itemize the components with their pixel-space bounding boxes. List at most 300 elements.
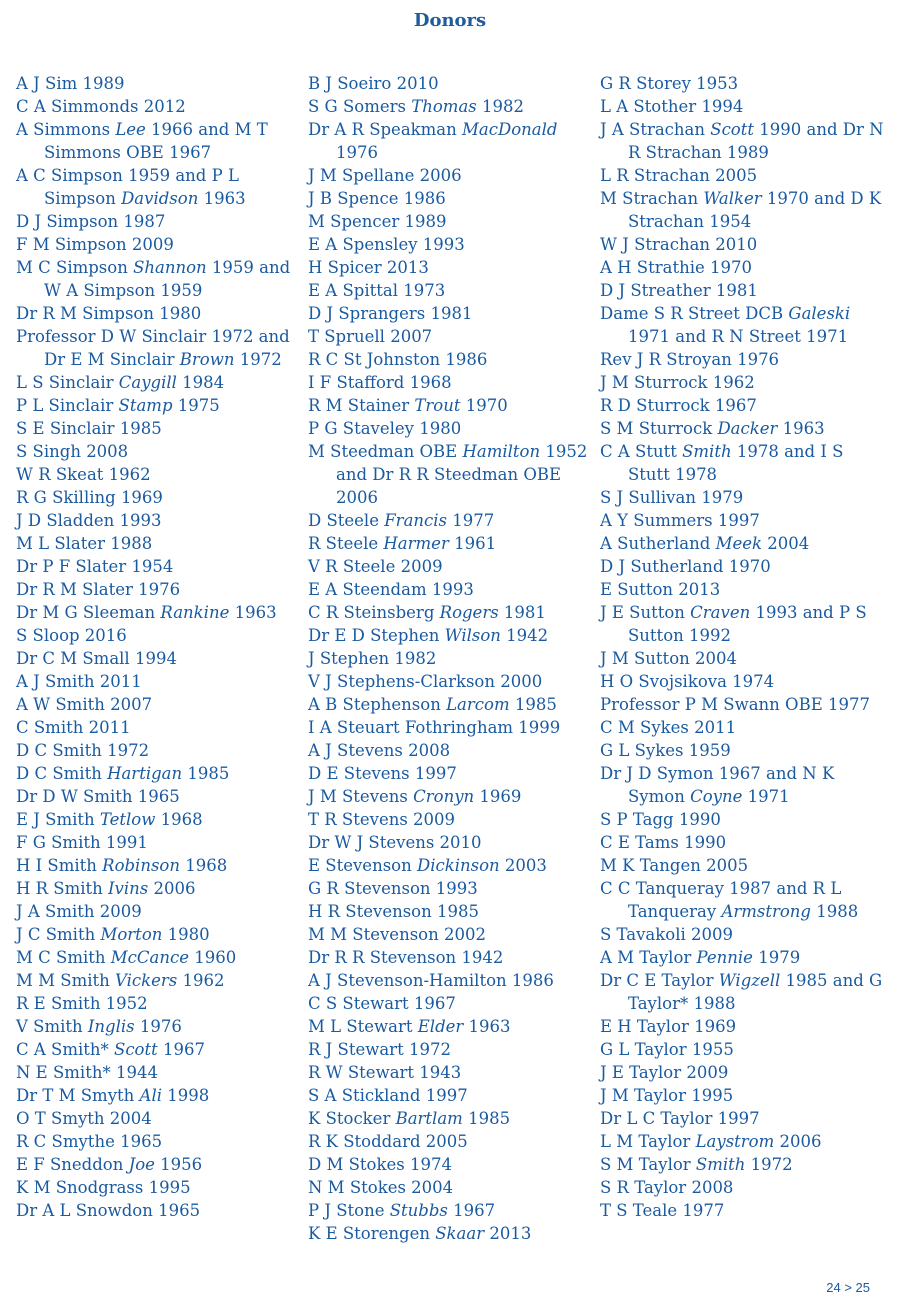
donor-entry: [308, 1015, 600, 1038]
donor-entry: [16, 1038, 308, 1061]
donor-entry: [600, 647, 885, 670]
donor-entry: [308, 900, 600, 923]
donor-entry: [16, 923, 308, 946]
donor-text: R C St Johnston 1986: [308, 350, 488, 369]
donor-entry: [600, 302, 885, 348]
donor-entry: [308, 532, 600, 555]
donor-entry: [308, 601, 600, 624]
donor-entry: [600, 693, 885, 716]
donor-entry: [16, 256, 308, 302]
donor-entry: [600, 233, 885, 256]
donor-maiden-name: Dacker: [717, 419, 778, 438]
donor-text: R G Skilling 1969: [16, 488, 163, 507]
donor-entry: [16, 601, 308, 624]
donor-entry: [16, 1176, 308, 1199]
donor-maiden-name: Tetlow: [99, 810, 156, 829]
donor-text: A W Smith 2007: [16, 695, 153, 714]
donor-text: Professor D W Sinclair 1972 and Dr E M Sinclair: [16, 327, 290, 369]
donor-entry: [600, 394, 885, 417]
donor-text: 1959 and W A Simpson 1959: [44, 258, 291, 300]
donor-entry: [16, 969, 308, 992]
donor-text: 1942: [500, 626, 549, 645]
donor-text: R M Stainer: [308, 396, 415, 415]
donor-entry: [308, 325, 600, 348]
donor-entry: [16, 417, 308, 440]
donor-entry: [16, 1061, 308, 1084]
donor-text: D M Stokes 1974: [308, 1155, 452, 1174]
donor-entry: [16, 831, 308, 854]
donor-text: 1984: [176, 373, 225, 392]
donor-text: S A Stickland 1997: [308, 1086, 468, 1105]
donor-text: Dr A L Snowdon 1965: [16, 1201, 201, 1220]
donor-maiden-name: Pennie: [696, 948, 753, 967]
donor-text: A H Strathie 1970: [600, 258, 752, 277]
donor-entry: [308, 785, 600, 808]
donor-text: C R Steinsberg: [308, 603, 440, 622]
donor-text: 1977: [447, 511, 495, 530]
donor-entry: [16, 624, 308, 647]
donor-text: Dr T M Smyth: [16, 1086, 140, 1105]
donor-text: T S Teale 1977: [600, 1201, 725, 1220]
donor-text: 1963: [229, 603, 277, 622]
donor-text: Rev J R Stroyan 1976: [600, 350, 780, 369]
donor-text: E Stevenson: [308, 856, 417, 875]
donor-maiden-name: Caygill: [118, 373, 177, 392]
donor-maiden-name: Smith: [682, 442, 732, 461]
donor-entry: [16, 785, 308, 808]
donor-text: M L Stewart: [308, 1017, 418, 1036]
donor-text: M Spencer 1989: [308, 212, 447, 231]
donor-entry: [600, 1130, 885, 1153]
donor-maiden-name: McCance: [110, 948, 189, 967]
donor-entry: [16, 877, 308, 900]
donor-maiden-name: Galeski: [788, 304, 851, 323]
donor-text: 1976: [134, 1017, 182, 1036]
donor-entry: [600, 1061, 885, 1084]
donor-entry: [600, 1176, 885, 1199]
donor-entry: [600, 440, 885, 486]
donor-entry: [600, 532, 885, 555]
donor-text: G L Sykes 1959: [600, 741, 731, 760]
donor-text: A B Stephenson: [308, 695, 447, 714]
donor-entry: [16, 325, 308, 371]
donor-entry: [16, 371, 308, 394]
donor-text: 1963: [463, 1017, 511, 1036]
donor-entry: [16, 992, 308, 1015]
donor-text: J A Strachan: [600, 120, 711, 139]
donor-entry: [308, 992, 600, 1015]
donor-entry: [16, 762, 308, 785]
donor-text: F G Smith 1991: [16, 833, 148, 852]
donor-text: Dr W J Stevens 2010: [308, 833, 482, 852]
donor-text: I F Stafford 1968: [308, 373, 452, 392]
donor-entry: [600, 486, 885, 509]
donor-text: S M Taylor: [600, 1155, 696, 1174]
donor-entry: [600, 256, 885, 279]
donor-text: S R Taylor 2008: [600, 1178, 734, 1197]
donor-text: S P Tagg 1990: [600, 810, 721, 829]
donor-maiden-name: Wigzell: [718, 971, 781, 990]
donor-entry: [308, 946, 600, 969]
donor-entry: [16, 233, 308, 256]
donor-text: Dame S R Street DCB: [600, 304, 789, 323]
donor-maiden-name: Rogers: [439, 603, 499, 622]
donor-text: J M Sturrock 1962: [600, 373, 755, 392]
donor-entry: [600, 1084, 885, 1107]
donor-text: S J Sullivan 1979: [600, 488, 744, 507]
donor-text: Dr E D Stephen: [308, 626, 445, 645]
donor-entry: [16, 1199, 308, 1222]
donor-text: A J Stevens 2008: [308, 741, 451, 760]
donor-text: J A Smith 2009: [16, 902, 142, 921]
donor-text: 1985: [182, 764, 230, 783]
donor-maiden-name: Craven: [690, 603, 751, 622]
donor-entry: [16, 555, 308, 578]
donor-entry: [16, 854, 308, 877]
donor-maiden-name: Scott: [114, 1040, 158, 1059]
donor-text: 1966 and M T Simmons OBE 1967: [44, 120, 268, 162]
donor-maiden-name: Rankine: [160, 603, 230, 622]
donor-text: O T Smyth 2004: [16, 1109, 152, 1128]
donor-entry: [600, 601, 885, 647]
donor-entry: [308, 808, 600, 831]
donor-text: 1969: [474, 787, 522, 806]
donor-text: N E Smith* 1944: [16, 1063, 158, 1082]
donor-text: D J Simpson 1987: [16, 212, 166, 231]
donor-maiden-name: Ali: [139, 1086, 163, 1105]
donor-text: 1952 and Dr R R Steedman OBE 2006: [336, 442, 588, 507]
donor-entry: [16, 1084, 308, 1107]
donor-text: M Strachan: [600, 189, 704, 208]
donor-maiden-name: Vickers: [115, 971, 178, 990]
donor-entry: [308, 739, 600, 762]
donor-text: D Steele: [308, 511, 385, 530]
donor-text: T Spruell 2007: [308, 327, 433, 346]
donor-entry: [308, 371, 600, 394]
donor-entry: [308, 1199, 600, 1222]
donor-entry: [308, 279, 600, 302]
donor-entry: [16, 72, 308, 95]
donor-text: M M Stevenson 2002: [308, 925, 486, 944]
donor-text: Dr R R Stevenson 1942: [308, 948, 504, 967]
donor-entry: [600, 164, 885, 187]
donor-text: G L Taylor 1955: [600, 1040, 734, 1059]
donor-maiden-name: Lee: [115, 120, 146, 139]
donor-text: W J Strachan 2010: [600, 235, 758, 254]
donor-entry: [600, 739, 885, 762]
donor-entry: [16, 164, 308, 210]
donor-entry: [308, 1222, 600, 1245]
donor-text: J M Taylor 1995: [600, 1086, 734, 1105]
donor-entry: [16, 739, 308, 762]
donor-text: C C Tanqueray 1987 and R L Tanqueray: [600, 879, 842, 921]
donor-text: 1971 and R N Street 1971: [628, 327, 849, 346]
donor-text: E A Spittal 1973: [308, 281, 446, 300]
donor-text: E Sutton 2013: [600, 580, 721, 599]
donor-entry: [308, 348, 600, 371]
donor-text: 1981: [498, 603, 546, 622]
donor-maiden-name: Hartigan: [107, 764, 183, 783]
donor-entry: [308, 1176, 600, 1199]
donor-text: Dr J D Symon 1967 and N K Symon: [600, 764, 835, 806]
donor-text: V R Steele 2009: [308, 557, 443, 576]
donor-text: C A Simmonds 2012: [16, 97, 186, 116]
donor-text: K M Snodgrass 1995: [16, 1178, 191, 1197]
donor-text: 2006: [148, 879, 196, 898]
donor-entry: [600, 808, 885, 831]
donor-text: G R Stevenson 1993: [308, 879, 478, 898]
donor-entry: [16, 118, 308, 164]
donor-entry: [16, 578, 308, 601]
donor-text: 1972: [234, 350, 282, 369]
donor-text: V J Stephens-Clarkson 2000: [308, 672, 543, 691]
donor-maiden-name: Joe: [128, 1155, 155, 1174]
donor-entry: [600, 831, 885, 854]
donor-entry: [600, 670, 885, 693]
donor-maiden-name: Brown: [179, 350, 235, 369]
donor-text: V Smith: [16, 1017, 88, 1036]
donor-maiden-name: Robinson: [102, 856, 180, 875]
donor-entry: [600, 118, 885, 164]
donor-entry: [600, 1038, 885, 1061]
donor-text: A M Taylor: [600, 948, 697, 967]
donor-text: 1985: [462, 1109, 511, 1128]
donor-text: 1963: [198, 189, 246, 208]
donor-text: 1998: [162, 1086, 210, 1105]
donor-text: K Stocker: [308, 1109, 396, 1128]
page-title: Donors: [413, 10, 487, 31]
donor-text: J D Sladden 1993: [16, 511, 162, 530]
donor-entry: [308, 877, 600, 900]
donor-entry: [600, 762, 885, 808]
donor-text: 1968: [155, 810, 203, 829]
donor-entry: [308, 1038, 600, 1061]
donor-text: B J Soeiro 2010: [308, 74, 439, 93]
donor-entry: [16, 440, 308, 463]
donor-text: J M Stevens: [308, 787, 414, 806]
donor-entry: [308, 256, 600, 279]
donor-text: C A Smith*: [16, 1040, 115, 1059]
donor-text: A J Stevenson-Hamilton 1986: [308, 971, 554, 990]
donor-entry: [308, 187, 600, 210]
donor-text: J E Sutton: [600, 603, 691, 622]
donor-text: Dr P F Slater 1954: [16, 557, 174, 576]
donor-text: E F Sneddon: [16, 1155, 129, 1174]
donor-columns: [16, 72, 884, 1245]
donor-entry: [16, 946, 308, 969]
donor-text: S Singh 2008: [16, 442, 129, 461]
donor-entry: [308, 670, 600, 693]
donor-text: 1960: [188, 948, 237, 967]
donor-text: 1980: [162, 925, 210, 944]
donor-maiden-name: Scott: [710, 120, 755, 139]
donor-entry: [600, 877, 885, 923]
donor-text: M C Smith: [16, 948, 111, 967]
donor-text: K E Storengen: [308, 1224, 436, 1243]
donor-entry: [16, 463, 308, 486]
donor-entry: [16, 647, 308, 670]
donor-entry: [600, 348, 885, 371]
donor-entry: [600, 72, 885, 95]
donor-entry: [308, 509, 600, 532]
donor-text: 1982: [476, 97, 525, 116]
donor-text: 1978 and I S Stutt 1978: [628, 442, 844, 484]
donor-text: C A Stutt: [600, 442, 683, 461]
donor-entry: [16, 210, 308, 233]
donor-maiden-name: Trout: [414, 396, 461, 415]
donor-maiden-name: Wilson: [444, 626, 501, 645]
donor-entry: [600, 716, 885, 739]
donor-text: G R Storey 1953: [600, 74, 739, 93]
donor-text: J E Taylor 2009: [600, 1063, 729, 1082]
donor-text: 1975: [172, 396, 220, 415]
donor-maiden-name: Bartlam: [395, 1109, 463, 1128]
donor-entry: [308, 440, 600, 509]
donor-entry: [600, 923, 885, 946]
donor-text: J C Smith: [16, 925, 101, 944]
donor-entry: [16, 1130, 308, 1153]
donor-column-3: [600, 72, 885, 1245]
donor-maiden-name: Hamilton: [462, 442, 541, 461]
donor-text: R E Smith 1952: [16, 994, 148, 1013]
donor-text: E A Spensley 1993: [308, 235, 465, 254]
donor-text: A Simmons: [16, 120, 116, 139]
donor-entry: [600, 1199, 885, 1222]
donor-text: P L Sinclair: [16, 396, 119, 415]
donor-text: H R Stevenson 1985: [308, 902, 479, 921]
donor-entry: [308, 1153, 600, 1176]
donor-entry: [308, 95, 600, 118]
donor-entry: [16, 670, 308, 693]
donor-maiden-name: Dickinson: [416, 856, 500, 875]
donor-maiden-name: Armstrong: [721, 902, 811, 921]
donor-entry: [308, 578, 600, 601]
donor-text: A J Smith 2011: [16, 672, 142, 691]
donor-text: 1968: [180, 856, 228, 875]
donor-entry: [308, 210, 600, 233]
donor-text: Dr C E Taylor: [600, 971, 719, 990]
donor-maiden-name: Walker: [703, 189, 762, 208]
donor-text: H I Smith: [16, 856, 103, 875]
donor-text: J M Spellane 2006: [308, 166, 462, 185]
donor-entry: [600, 417, 885, 440]
donor-text: 1985: [509, 695, 557, 714]
donor-text: Dr D W Smith 1965: [16, 787, 180, 806]
donor-maiden-name: Meek: [715, 534, 762, 553]
donor-text: A Y Summers 1997: [600, 511, 760, 530]
donor-text: 1971: [742, 787, 790, 806]
donor-entry: [308, 854, 600, 877]
donor-text: E A Steendam 1993: [308, 580, 474, 599]
donor-text: R Steele: [308, 534, 384, 553]
donor-text: M K Tangen 2005: [600, 856, 749, 875]
donor-entry: [308, 233, 600, 256]
donor-text: P J Stone: [308, 1201, 390, 1220]
donor-text: E J Smith: [16, 810, 100, 829]
donor-text: S E Sinclair 1985: [16, 419, 162, 438]
donor-entry: [308, 923, 600, 946]
donor-maiden-name: Thomas: [411, 97, 477, 116]
donor-maiden-name: Laystrom: [695, 1132, 775, 1151]
donor-entry: [308, 72, 600, 95]
donor-entry: [16, 532, 308, 555]
donor-text: 1976: [336, 143, 378, 162]
donor-maiden-name: MacDonald: [462, 120, 558, 139]
donor-entry: [16, 1015, 308, 1038]
donor-text: D E Stevens 1997: [308, 764, 457, 783]
donor-entry: [308, 969, 600, 992]
donor-entry: [308, 302, 600, 325]
donor-text: J M Sutton 2004: [600, 649, 737, 668]
donor-text: M L Slater 1988: [16, 534, 153, 553]
donor-entry: [600, 1015, 885, 1038]
donor-entry: [308, 624, 600, 647]
donor-text: A C Simpson 1959 and P L Simpson: [16, 166, 239, 208]
donor-text: 2003: [499, 856, 547, 875]
donor-entry: [600, 279, 885, 302]
donor-entry: [600, 1153, 885, 1176]
donor-entry: [308, 1061, 600, 1084]
donor-text: W R Skeat 1962: [16, 465, 151, 484]
donor-text: R D Sturrock 1967: [600, 396, 757, 415]
donor-text: H R Smith: [16, 879, 109, 898]
donor-maiden-name: Davidson: [121, 189, 199, 208]
donor-entry: [600, 371, 885, 394]
donor-text: 2006: [774, 1132, 822, 1151]
donor-entry: [16, 302, 308, 325]
donor-text: S Tavakoli 2009: [600, 925, 733, 944]
donor-text: C E Tams 1990: [600, 833, 727, 852]
donor-entry: [16, 716, 308, 739]
donor-entry: [600, 187, 885, 233]
donor-entry: [16, 808, 308, 831]
donor-entry: [16, 394, 308, 417]
donor-entry: [600, 95, 885, 118]
donor-entry: [308, 555, 600, 578]
donor-maiden-name: Morton: [100, 925, 163, 944]
donor-maiden-name: Shannon: [133, 258, 207, 277]
donor-text: Dr C M Small 1994: [16, 649, 177, 668]
donor-text: L S Sinclair: [16, 373, 119, 392]
donor-column-1: [16, 72, 308, 1245]
donor-text: D J Streather 1981: [600, 281, 758, 300]
donor-entry: [308, 1084, 600, 1107]
donor-entry: [600, 1107, 885, 1130]
donor-maiden-name: Francis: [384, 511, 448, 530]
donor-text: A Sutherland: [600, 534, 716, 553]
donor-text: 1963: [777, 419, 825, 438]
donor-text: 2004: [762, 534, 810, 553]
donor-column-2: [308, 72, 600, 1245]
donor-text: R J Stewart 1972: [308, 1040, 451, 1059]
donor-text: J B Spence 1986: [308, 189, 446, 208]
donor-text: 2013: [484, 1224, 532, 1243]
donor-entry: [308, 647, 600, 670]
donor-text: Dr A R Speakman: [308, 120, 463, 139]
donor-text: R W Stewart 1943: [308, 1063, 462, 1082]
donor-entry: [600, 969, 885, 1015]
donor-entry: [16, 1153, 308, 1176]
donor-text: C Smith 2011: [16, 718, 131, 737]
donor-text: P G Staveley 1980: [308, 419, 462, 438]
donor-text: F M Simpson 2009: [16, 235, 174, 254]
donor-maiden-name: Inglis: [87, 1017, 135, 1036]
donor-maiden-name: Elder: [417, 1017, 464, 1036]
donor-text: 1962: [177, 971, 225, 990]
donor-entry: [600, 509, 885, 532]
donor-entry: [600, 578, 885, 601]
donor-entry: [308, 831, 600, 854]
